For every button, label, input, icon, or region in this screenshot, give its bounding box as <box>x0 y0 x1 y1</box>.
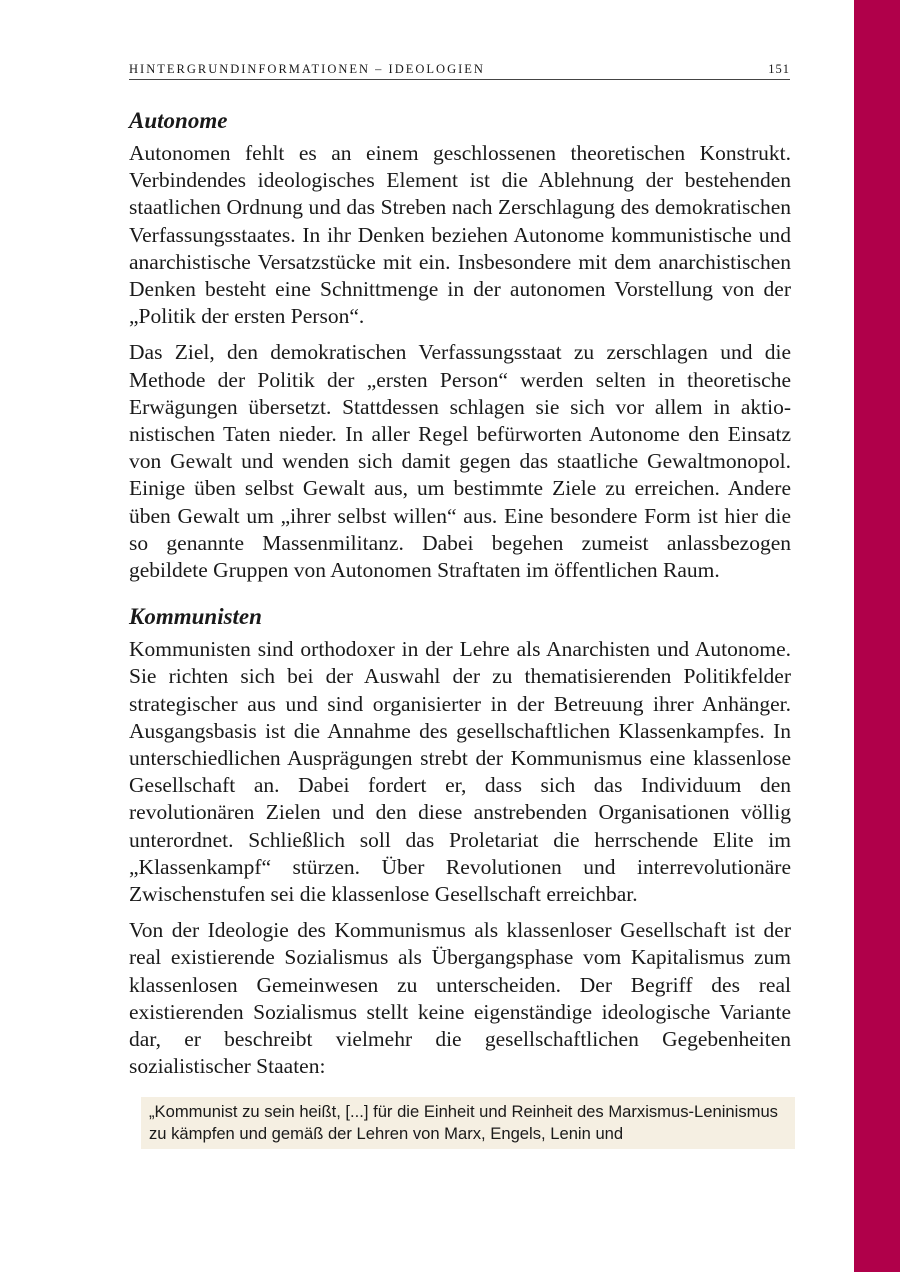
page-number: 151 <box>768 62 790 76</box>
side-color-bar <box>854 0 900 1272</box>
section-heading-autonome: Autonome <box>129 108 228 133</box>
section-heading-kommunisten: Kommunisten <box>129 604 262 630</box>
page-content <box>129 100 791 1149</box>
paragraph: Autonomen fehlt es an einem geschlossenen theoretischen Konstrukt. Verbindendes ideologisches Element ist die Ablehnung der bestehenden staatlichen Ordnung und das Streben nach Zerschlagung des demokratischen Verfassungsstaates. In ihr Denken beziehen Autonome kommunistische und anarchistische Versatzstücke mit ein. Insbesondere mit dem anarchistischen Denken besteht eine Schnittmenge in der autonomen Vorstellung von der „Politik der ersten Person“. <box>129 141 791 329</box>
quote-box: „Kommunist zu sein heißt, [...] für die Einheit und Reinheit des Marxismus-Leninismus zu kämpfen und gemäß der Lehren von Marx, Engels, Lenin und <box>141 1097 795 1149</box>
paragraph: Das Ziel, den demokratischen Verfassungsstaat zu zerschlagen und die Methode der Politik der „ersten Person“ werden selten in theoretische Erwägungen übersetzt. Stattdessen schlagen sie sich vor allem in aktionistischen Taten nieder. In aller Regel befürworten Autonome den Einsatz von Gewalt und wenden sich damit gegen das staatliche Gewaltmonopol. Einige üben selbst Gewalt aus, um bestimmte Ziele zu erreichen. Andere üben Gewalt um „ihrer selbst willen“ aus. Eine besondere Form ist hier die so genannte Massenmilitanz. Dabei begehen zumeist anlassbezogen gebildete Gruppen von Autonomen Straftaten im öffentlichen Raum. <box>129 340 791 583</box>
running-title: HINTERGRUNDINFORMATIONEN – IDEOLOGIEN <box>129 62 485 76</box>
paragraph: Von der Ideologie des Kommunismus als klassenloser Gesellschaft ist der real existierende Sozialismus als Übergangsphase vom Kapitalismus zum klassenlosen Gemeinwesen zu unterscheiden. Der Begriff des real existierenden Sozialismus stellt keine eigenständige ideologische Variante dar, er beschreibt vielmehr die gesellschaftlichen Gegebenheiten sozialistischer Staaten: <box>129 918 791 1079</box>
paragraph: Kommunisten sind orthodoxer in der Lehre als Anarchisten und Autonome. Sie richten sich bei der Auswahl der zu thematisierenden Politikfelder strategischer aus und sind organisierter in der Betreuung ihrer Anhänger. Ausgangsbasis ist die Annahme des gesellschaftlichen Klassenkampfes. In unterschiedlichen Ausprägungen strebt der Kommunismus eine klassenlose Gesellschaft an. Dabei fordert er, dass sich das Individuum den revolutionären Zielen und den diese anstrebenden Organisationen völlig unterordnet. Schließlich soll das Proletariat die herrschende Elite im „Klassenkampf“ stürzen. Über Revolutionen und interrevolutionäre Zwischenstufen sei die klassenlose Gesellschaft erreichbar. <box>129 637 791 907</box>
running-header <box>129 62 790 80</box>
